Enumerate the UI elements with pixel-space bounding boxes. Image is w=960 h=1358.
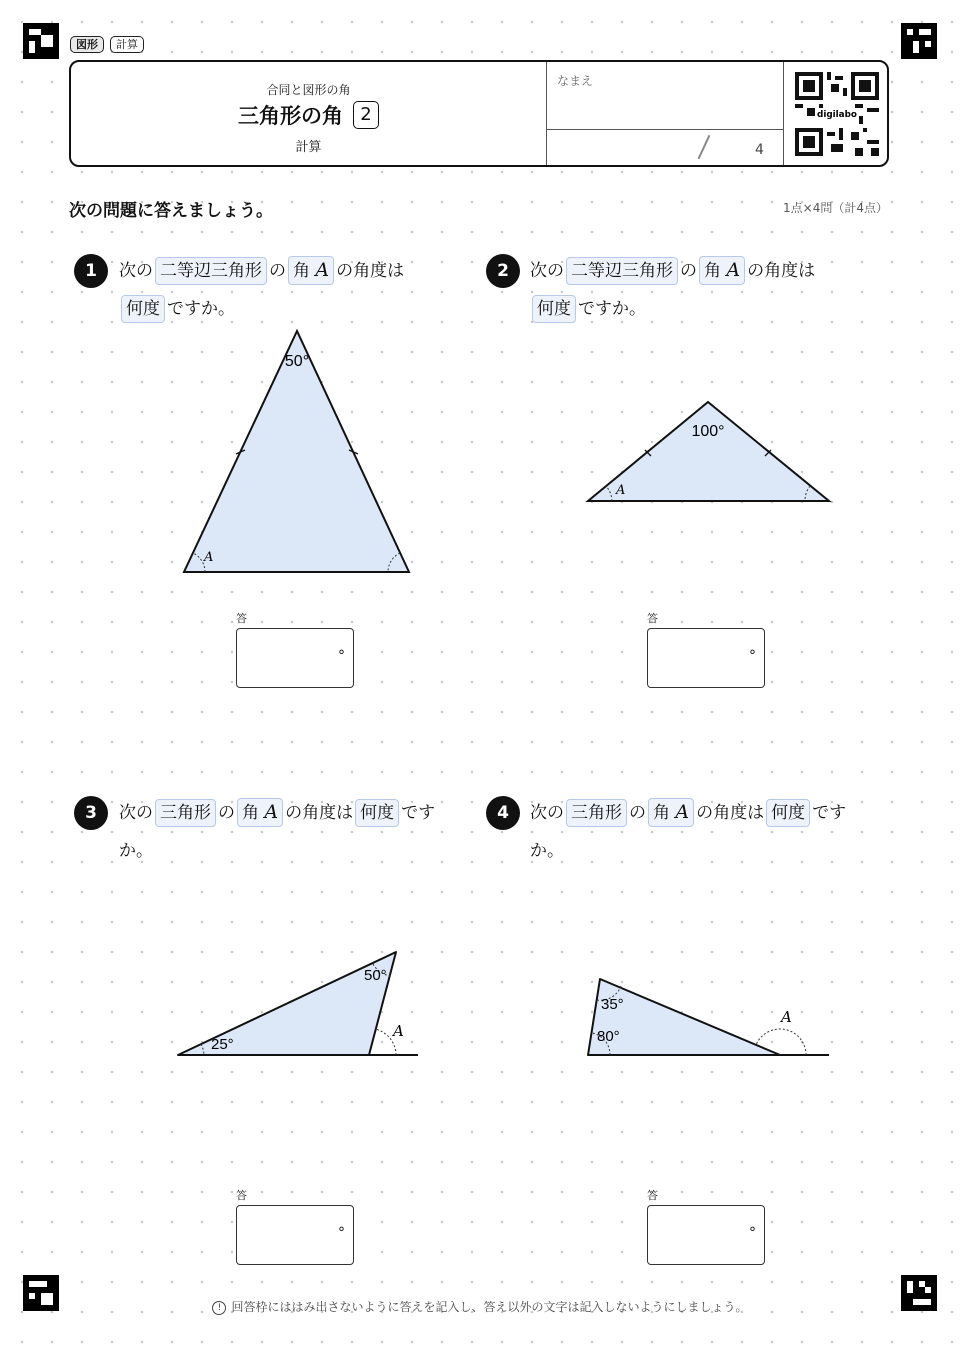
- footer-note: [0, 1298, 960, 1315]
- answer-label: 答: [647, 612, 658, 625]
- text-part: の: [269, 261, 286, 281]
- text-part: か。: [119, 841, 153, 861]
- triangle-figure-2: [588, 402, 829, 501]
- text-part: 次の: [530, 261, 564, 281]
- text-part: の: [680, 261, 697, 281]
- unit-subtitle: 合同と図形の角: [266, 83, 351, 97]
- angle-variable: A: [315, 259, 330, 281]
- info-icon: !: [212, 1301, 226, 1315]
- degree-mark: °: [749, 648, 756, 664]
- keyword-shape: 三角形: [566, 799, 627, 827]
- problem-number: 2: [486, 254, 520, 288]
- answer-label: 答: [236, 1189, 247, 1202]
- keyword-angle-label: 角: [653, 803, 670, 823]
- category-label: 計算: [295, 140, 322, 155]
- angle-label-top: 50°: [284, 353, 310, 370]
- angle-label-top: 100°: [691, 423, 725, 440]
- degree-mark: °: [749, 1225, 756, 1241]
- text-part: 次の: [119, 803, 153, 823]
- page-title-text: 三角形の角: [238, 104, 343, 128]
- footer-text: 回答枠にははみ出さないように答えを記入し、答え以外の文字は記入しないようにしましょう。: [231, 1300, 748, 1314]
- text-part: か。: [530, 841, 564, 861]
- keyword-degrees: 何度: [355, 799, 399, 827]
- angle-label-50: 50°: [364, 967, 387, 984]
- angle-label-a: A: [616, 483, 626, 498]
- score-total: 4: [755, 142, 764, 158]
- triangle-figure-1: [184, 331, 409, 572]
- problem-number: 1: [74, 254, 108, 288]
- angle-label-a: A: [781, 1008, 792, 1026]
- text-part: の: [218, 803, 235, 823]
- angle-label-25: 25°: [211, 1036, 234, 1053]
- keyword-shape: 三角形: [155, 799, 216, 827]
- text-part: 次の: [119, 261, 153, 281]
- angle-variable: A: [264, 801, 279, 823]
- text-part: の角度は: [747, 261, 816, 281]
- keyword-degrees: 何度: [532, 295, 576, 323]
- triangle-figure-3: [178, 952, 418, 1055]
- keyword-angle-label: 角: [704, 261, 721, 281]
- text-part: です: [401, 803, 436, 823]
- keyword-degrees: 何度: [121, 295, 165, 323]
- angle-variable: A: [675, 801, 690, 823]
- tag-calculation: 計算: [110, 36, 144, 53]
- name-label: なまえ: [557, 74, 594, 88]
- angle-label-35: 35°: [601, 996, 624, 1013]
- angle-label-a: A: [393, 1022, 404, 1040]
- tag-figure: 図形: [70, 36, 104, 53]
- qr-brand-text: digilabo: [817, 110, 857, 121]
- angle-label-a: A: [204, 550, 214, 565]
- instruction-text: 次の問題に答えましょう。: [69, 201, 273, 221]
- keyword-angle-label: 角: [242, 803, 259, 823]
- text-part: ですか。: [167, 299, 235, 319]
- answer-label: 答: [647, 1189, 658, 1202]
- answer-label: 答: [236, 612, 247, 625]
- text-part: の角度は: [336, 261, 405, 281]
- problem-number: 3: [74, 796, 108, 830]
- angle-variable: A: [726, 259, 741, 281]
- text-part: の角度は: [696, 803, 765, 823]
- text-part: 次の: [530, 803, 564, 823]
- angle-label-80: 80°: [597, 1028, 620, 1045]
- text-part: の角度は: [285, 803, 354, 823]
- page-number-badge: 2: [353, 101, 379, 129]
- problem-number: 4: [486, 796, 520, 830]
- degree-mark: °: [338, 648, 345, 664]
- keyword-shape: 二等辺三角形: [566, 257, 678, 285]
- text-part: の: [629, 803, 646, 823]
- degree-mark: °: [338, 1225, 345, 1241]
- points-info: 1点×4問（計4点）: [783, 201, 888, 215]
- keyword-shape: 二等辺三角形: [155, 257, 267, 285]
- keyword-degrees: 何度: [766, 799, 810, 827]
- keyword-angle-label: 角: [293, 261, 310, 281]
- triangle-figure-4: [588, 979, 829, 1055]
- text-part: ですか。: [578, 299, 646, 319]
- text-part: です: [812, 803, 847, 823]
